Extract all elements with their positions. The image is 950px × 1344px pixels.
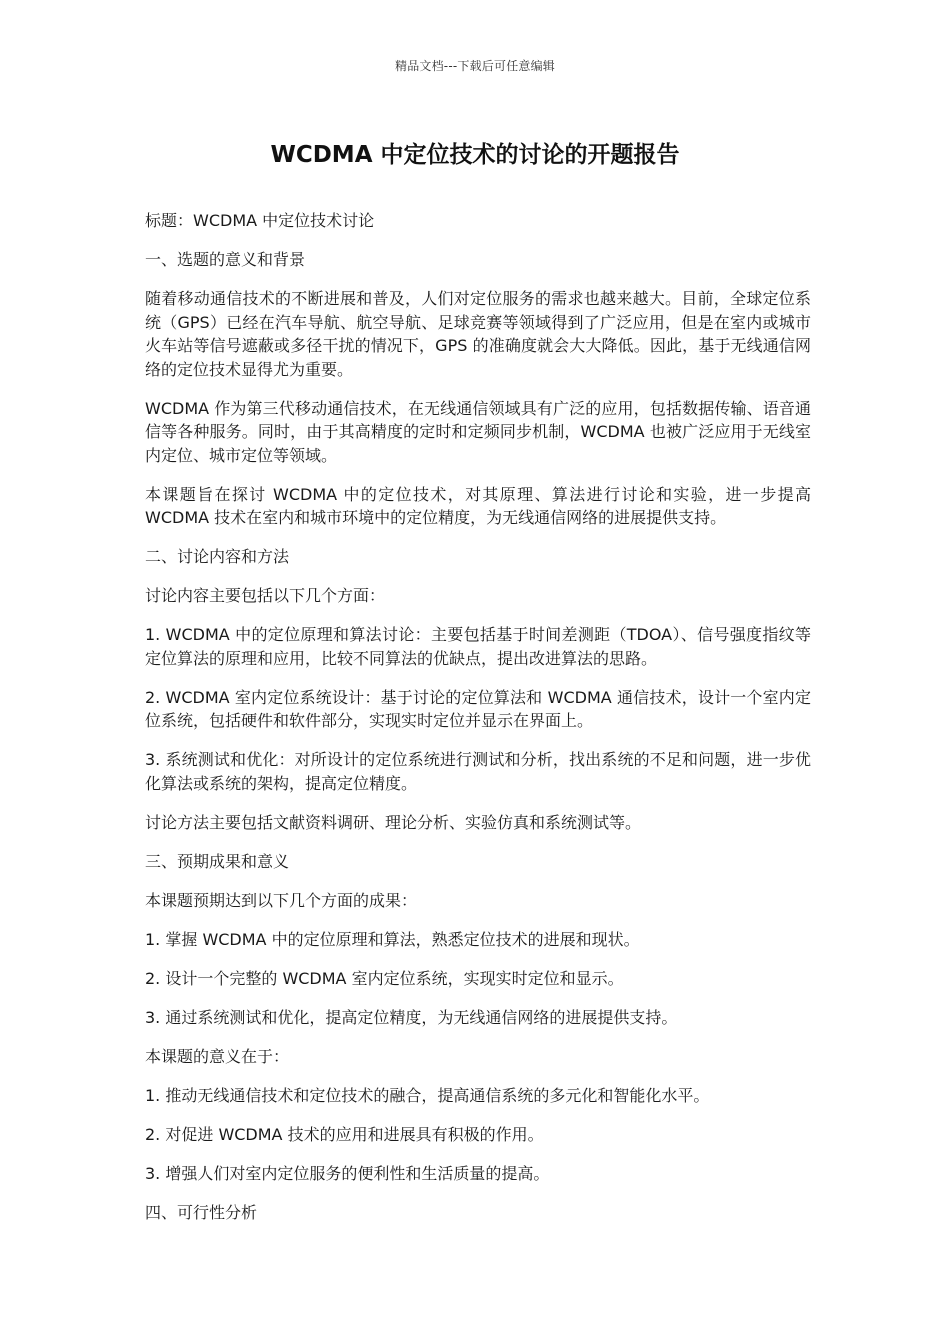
list-item: 1. WCDMA 中的定位原理和算法讨论：主要包括基于时间差测距（TDOA）、信号强度指纹等定位算法的原理和应用，比较不同算法的优缺点，提出改进算法的思路。 bbox=[145, 625, 811, 668]
paragraph: 本课题旨在探讨 WCDMA 中的定位技术，对其原理、算法进行讨论和实验，进一步提高 WCDMA 技术在室内和城市环境中的定位精度，为无线通信网络的进展提供支持。 bbox=[145, 484, 811, 527]
list-item: 3. 增强人们对室内定位服务的便利性和生活质量的提高。 bbox=[145, 1163, 550, 1183]
paragraph: 讨论内容主要包括以下几个方面： bbox=[145, 586, 386, 605]
document-title: WCDMA 中定位技术的讨论的开题报告 bbox=[270, 142, 680, 168]
list-item: 2. WCDMA 室内定位系统设计：基于讨论的定位算法和 WCDMA 通信技术，设计一个室内定位系统，包括硬件和软件部分，实现实时定位并显示在界面上。 bbox=[145, 687, 811, 730]
list-item: 1. 掌握 WCDMA 中的定位原理和算法，熟悉定位技术的进展和现状。 bbox=[145, 929, 640, 949]
section-heading-3: 三、预期成果和意义 bbox=[145, 851, 290, 871]
document-body bbox=[145, 209, 811, 1240]
section-heading-1: 一、选题的意义和背景 bbox=[145, 250, 306, 269]
header-note: 精品文档---下载后可任意编辑 bbox=[395, 59, 555, 73]
paragraph: 本课题的意义在于： bbox=[145, 1046, 290, 1066]
section-heading-4: 四、可行性分析 bbox=[145, 1202, 258, 1222]
paragraph: 讨论方法主要包括文献资料调研、理论分析、实验仿真和系统测试等。 bbox=[145, 812, 642, 832]
paragraph-subject: 标题：WCDMA 中定位技术讨论 bbox=[145, 211, 375, 230]
section-heading-2: 二、讨论内容和方法 bbox=[145, 547, 290, 566]
paragraph: WCDMA 作为第三代移动通信技术，在无线通信领域具有广泛的应用，包括数据传输、语音通信等各种服务。同时，由于其高精度的定时和定频同步机制，WCDMA 也被广泛应用于无线室内定位、城市定位等领域。 bbox=[145, 398, 811, 465]
list-item: 2. 设计一个完整的 WCDMA 室内定位系统，实现实时定位和显示。 bbox=[145, 968, 624, 988]
list-item: 2. 对促进 WCDMA 技术的应用和进展具有积极的作用。 bbox=[145, 1124, 544, 1144]
paragraph: 本课题预期达到以下几个方面的成果： bbox=[145, 890, 418, 910]
list-item: 3. 通过系统测试和优化，提高定位精度，为无线通信网络的进展提供支持。 bbox=[145, 1007, 678, 1027]
list-item: 3. 系统测试和优化：对所设计的定位系统进行测试和分析，找出系统的不足和问题，进一步优化算法或系统的架构，提高定位精度。 bbox=[145, 750, 811, 793]
list-item: 1. 推动无线通信技术和定位技术的融合，提高通信系统的多元化和智能化水平。 bbox=[145, 1085, 710, 1105]
paragraph: 随着移动通信技术的不断进展和普及，人们对定位服务的需求也越来越大。目前，全球定位系统（GPS）已经在汽车导航、航空导航、足球竞赛等领域得到了广泛应用，但是在室内或城市火车站等信号遮蔽或多径干扰的情况下，GPS 的准确度就会大大降低。因此，基于无线通信网络的定位技术显得尤为重要。 bbox=[145, 289, 811, 379]
